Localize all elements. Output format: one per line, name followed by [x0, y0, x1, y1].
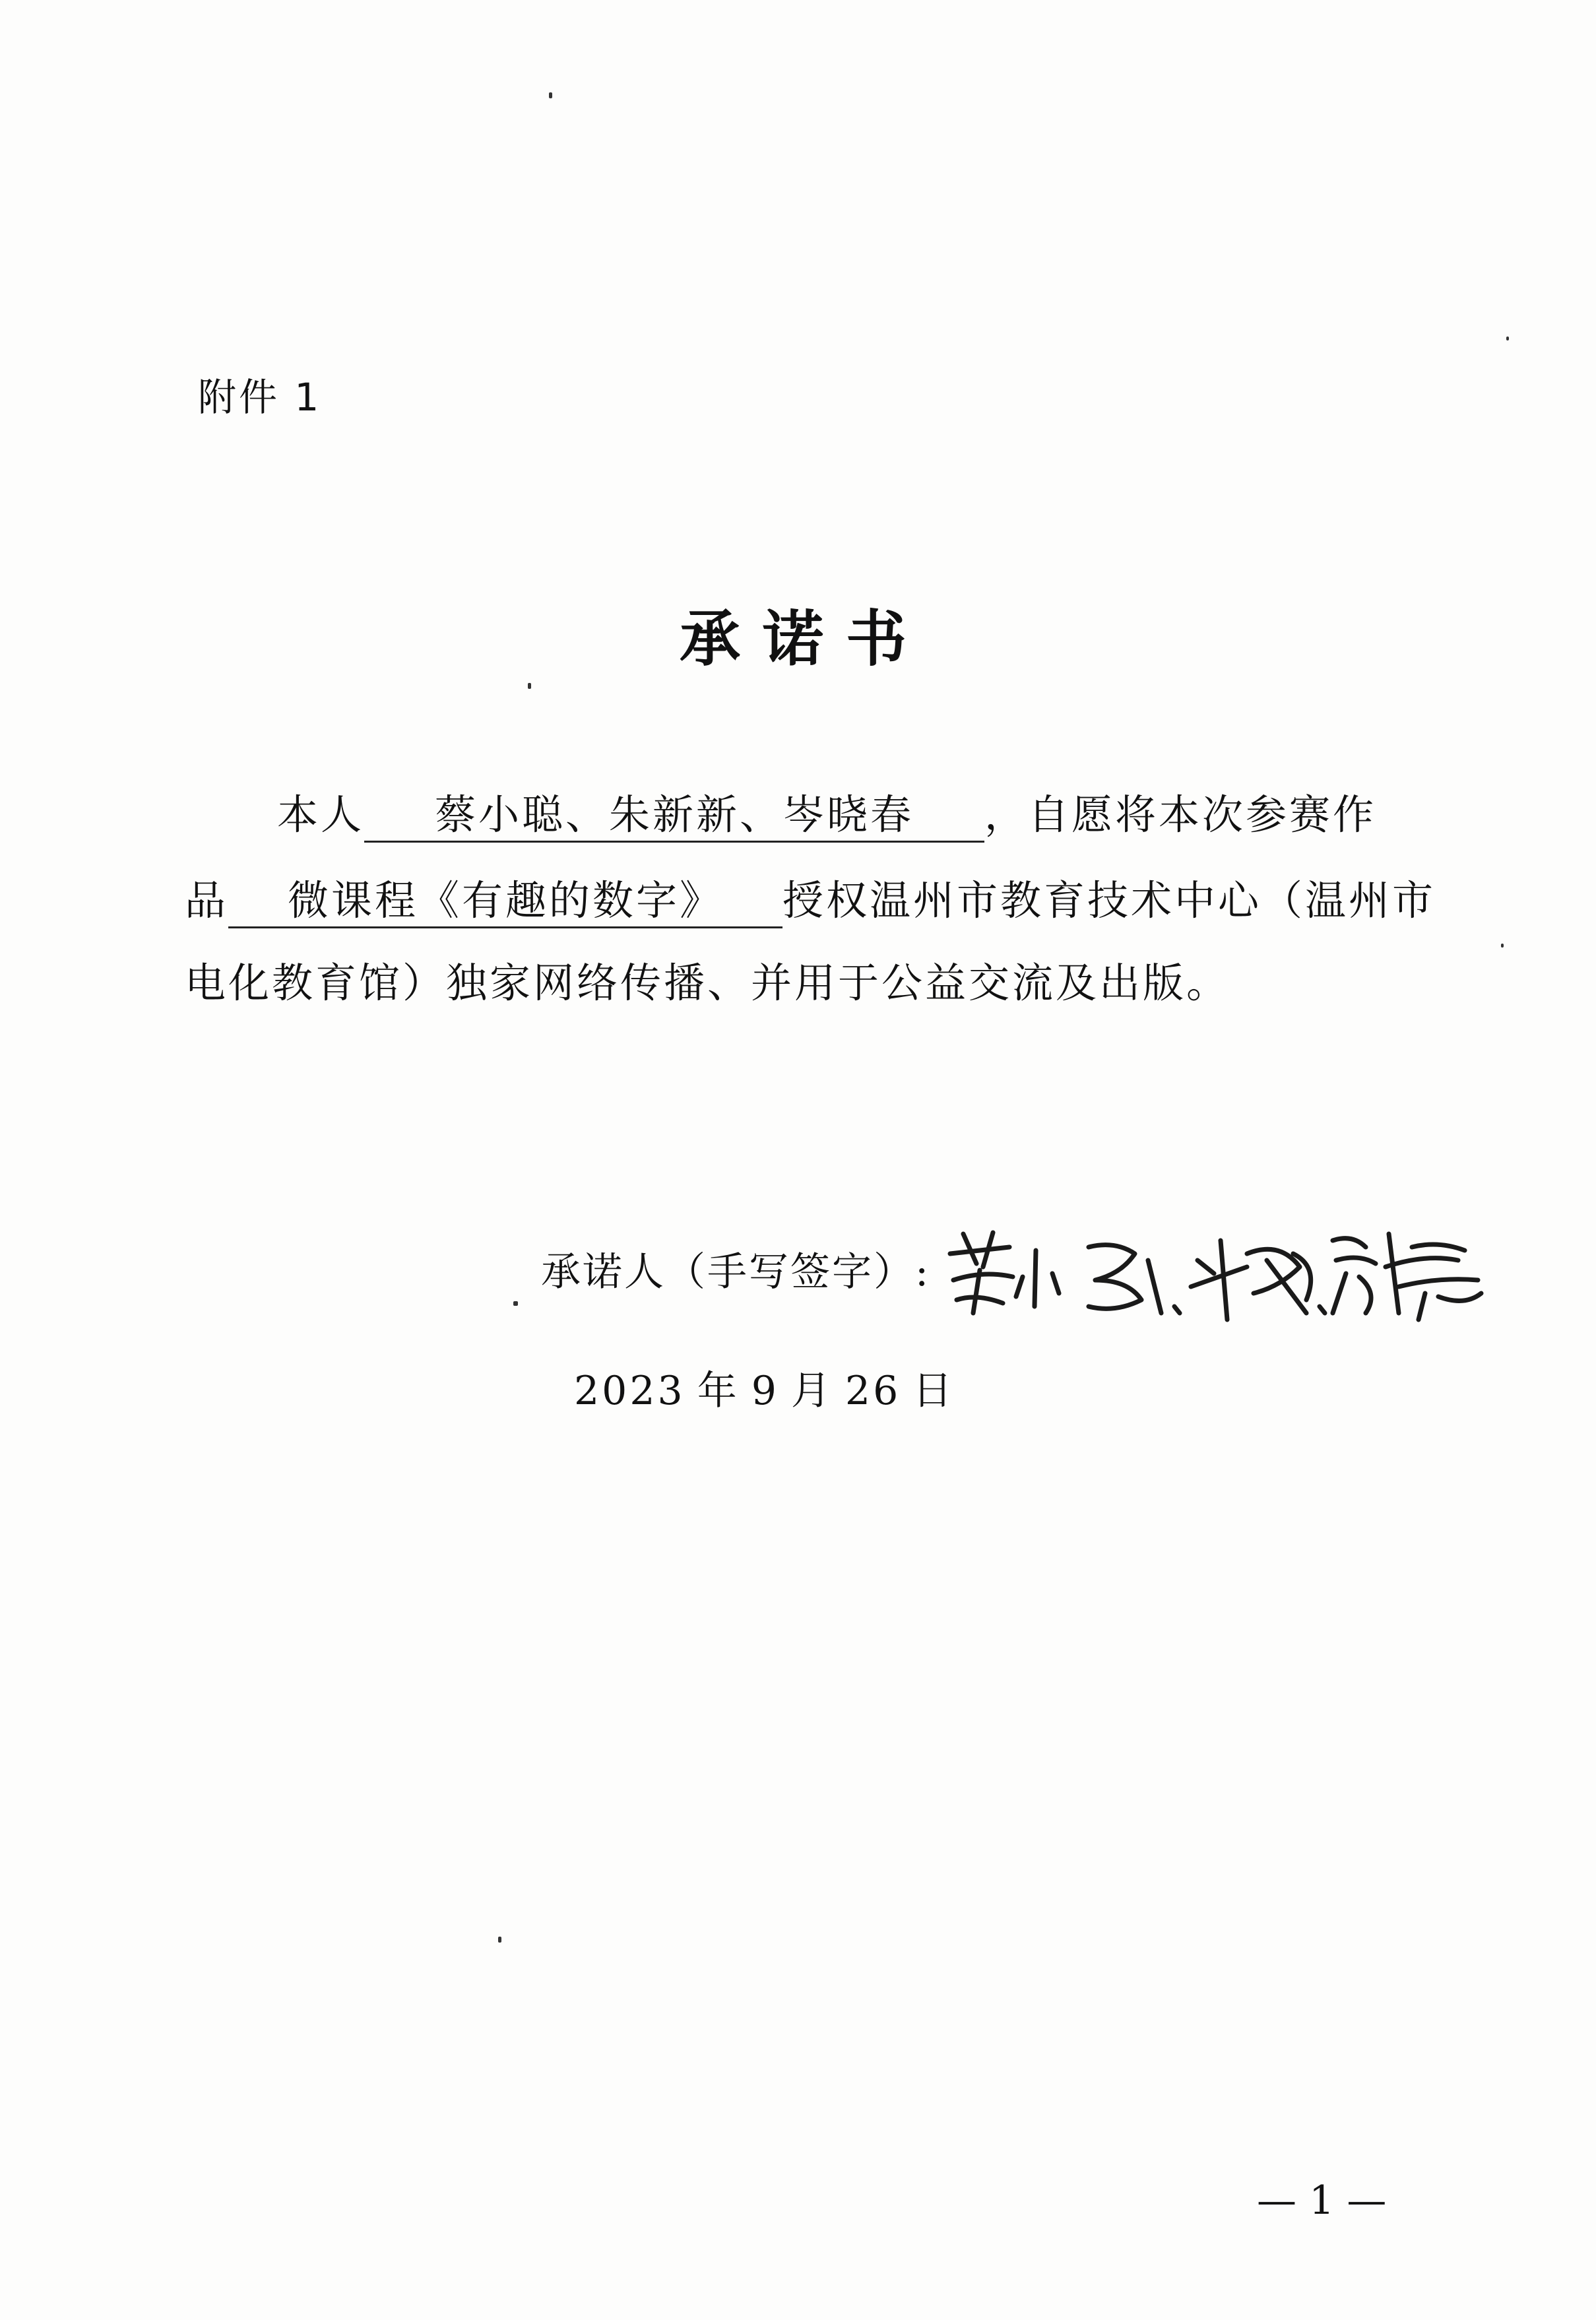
date-year-unit: 年 [697, 1368, 740, 1414]
signature-date [574, 1359, 967, 1416]
work-name-field: 微课程《有趣的数字》 [228, 868, 782, 928]
scan-speck [1501, 944, 1504, 948]
after-authors-text: ，自愿将本次参赛作 [984, 790, 1377, 839]
scan-speck [549, 92, 552, 98]
commitment-line-2 [185, 868, 1436, 928]
date-month: 9 [751, 1368, 779, 1414]
after-work-text: 授权温州市教育技术中心（温州市 [782, 876, 1436, 924]
page-number: — 1 — [1257, 2177, 1387, 2224]
document-title: 承诺书 [680, 603, 930, 674]
signature-label: 承诺人（手写签字）: [541, 1249, 931, 1295]
date-day-unit: 日 [912, 1368, 955, 1414]
scan-speck [528, 683, 531, 689]
scan-speck [1506, 337, 1509, 340]
date-year: 2023 [574, 1368, 686, 1414]
date-month-unit: 月 [790, 1368, 833, 1414]
scan-speck [513, 1301, 518, 1306]
date-day: 26 [845, 1368, 901, 1414]
attachment-label: 附件 1 [198, 375, 322, 420]
scan-speck [498, 1937, 501, 1943]
work-prefix-text: 品 [185, 876, 229, 924]
intro-text: 本人 [277, 790, 365, 839]
commitment-line-3: 电化教育馆）独家网络传播、并用于公益交流及出版。 [185, 959, 1230, 1007]
handwritten-signature [937, 1214, 1491, 1326]
commitment-line-1 [277, 782, 1376, 843]
authors-field: 蔡小聪、朱新新、岑晓春 [364, 782, 984, 843]
